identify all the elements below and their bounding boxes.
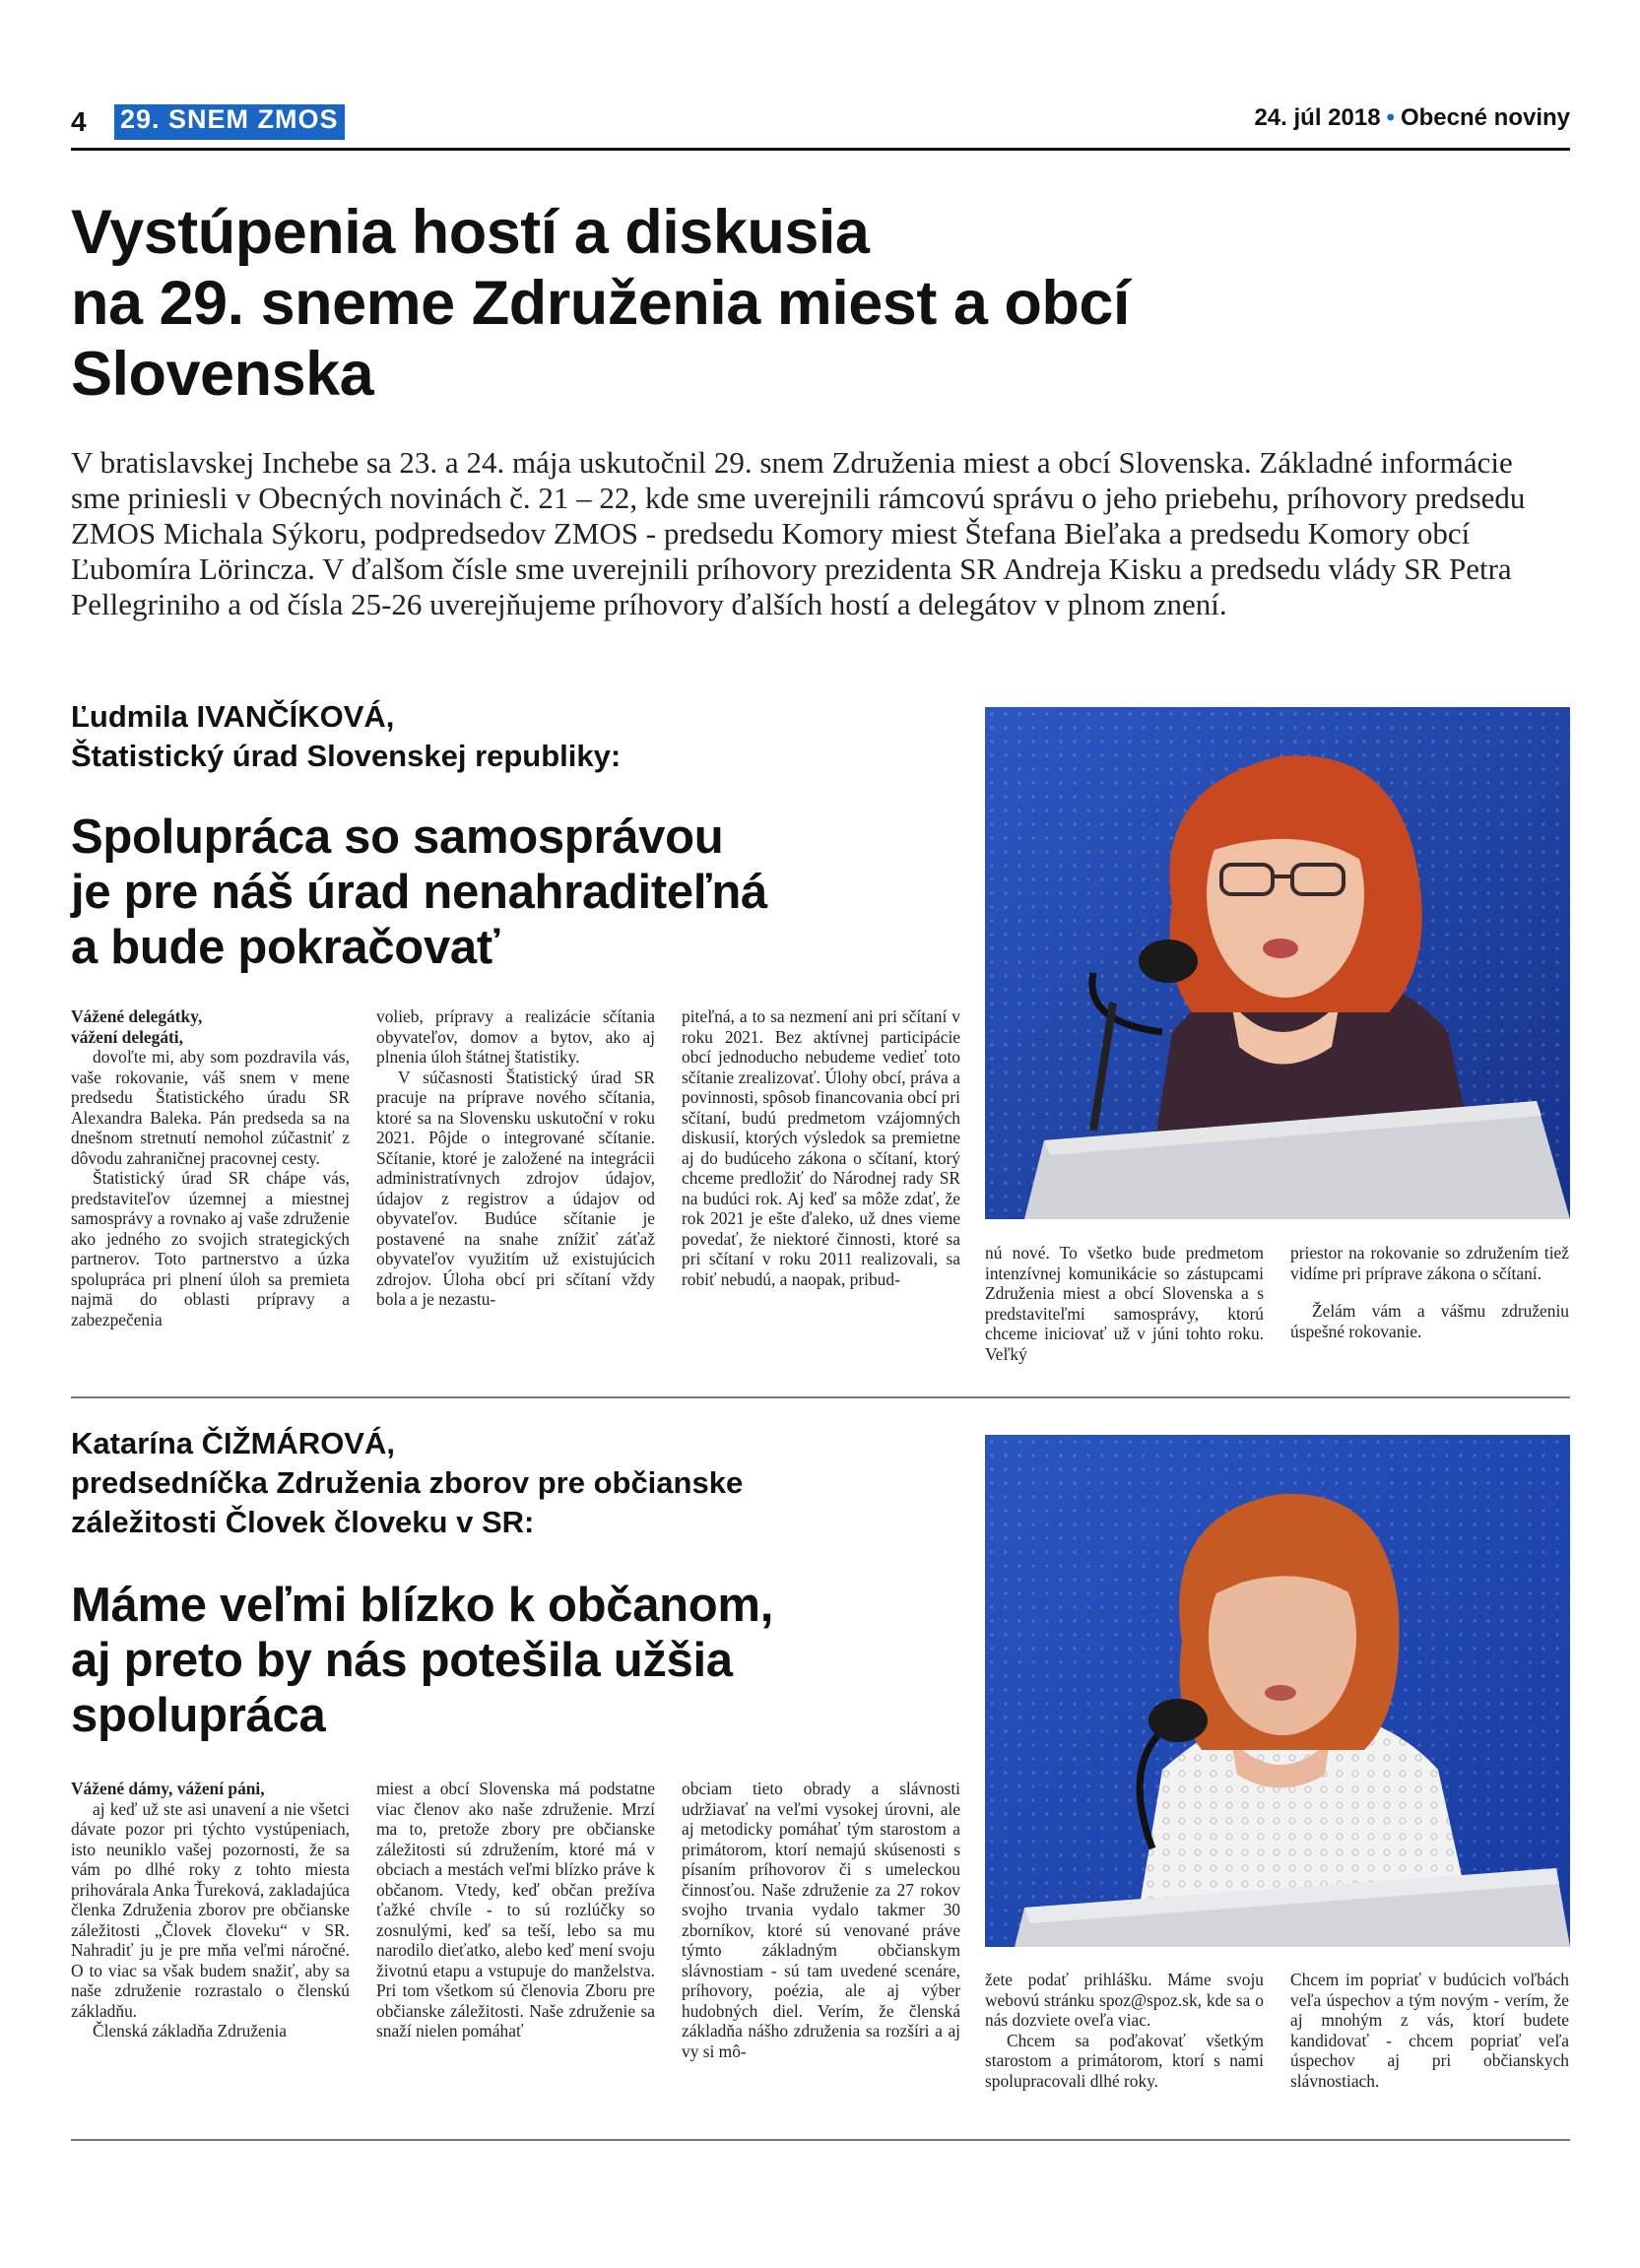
page-title-line: Slovenska — [71, 340, 374, 409]
article1-column-4 — [985, 1243, 1264, 1364]
body-paragraph: Chcem sa poďakovať všetkým starostom a primátorom, ktorí s nami spolupracovali dlhé roky. — [985, 2030, 1264, 2091]
speaker-affiliation: Štatistický úrad Slovenskej republiky: — [71, 739, 622, 773]
article2-headline — [71, 1578, 957, 1743]
body-paragraph: miest a obcí Slovenska má podstatne viac členov ako naše združenie. Mrzí ma to, pretože zbory pre občianske záležitosti sú združením, ktoré má v obciach a mestách veľmi blízko práve k občanom. Vtedy, keď občan prežíva ťažké chvíle - to sú rozlúčky so zosnulými, keď sa teší, lebo sa mu narodilo dieťatko, alebo keď mení svoju životnú etapu a vstupuje do manželstva. Pri tom všetkom sú členovia Zboru pre občianske záležitosti. Naše združenie sa snaží nielen pomáhať — [376, 1779, 655, 2041]
article1-headline — [71, 810, 957, 975]
article2-column-5 — [1290, 1970, 1569, 2091]
page-title — [71, 197, 1548, 410]
article2-photo — [985, 1435, 1570, 1947]
headline-line: Máme veľmi blízko k občanom, — [71, 1579, 774, 1632]
headline-line: spolupráca — [71, 1689, 326, 1742]
speaker-name: Ľudmila IVANČÍKOVÁ, — [71, 699, 395, 734]
body-paragraph: piteľná, a to sa nezmení ani pri sčítaní v roku 2021. Bez aktívnej participácie obcí jednoducho nebudeme vedieť toto sčítanie zrealizovať. Úlohy obcí, práva a povinnosti, spôsob financovania obcí pri sčítaní, budú predmetom vzájomných diskusií, ktorých výsledok sa premietne aj do budúceho zákona o sčítaní, ktorý chceme predložiť do Národnej rady SR na budúci rok. Aj keď sa môže zdať, že rok 2021 je ešte ďaleko, už dnes vieme povedať, že niektoré činnosti, ktoré sa pri sčítaní v roku 2011 realizovali, sa robiť nebudú, a naopak, pribud- — [682, 1006, 960, 1289]
issue-date: 24. júl 2018 — [1254, 104, 1381, 131]
article1-column-3 — [682, 1006, 960, 1289]
body-paragraph: dovoľte mi, aby som pozdravila vás, vaše rokovanie, váš snem v mene predsedu Štatistického úradu SR Alexandra Baleka. Pán predseda sa na dnešnom stretnutí nemohol zúčastniť z dôvodu zahraničnej pracovnej cesty. — [71, 1047, 350, 1168]
article2-column-3 — [682, 1779, 960, 2061]
article2-column-4 — [985, 1970, 1264, 2091]
page-number: 4 — [71, 106, 87, 137]
article1-column-1 — [71, 1006, 350, 1329]
article1-speaker — [71, 697, 938, 776]
greeting-line: Vážené dámy, vážení páni, — [71, 1779, 265, 1798]
speaker-affiliation: predsedníčka Združenia zborov pre občianske — [71, 1465, 744, 1500]
article2-column-1 — [71, 1779, 350, 2041]
bullet-icon: • — [1386, 104, 1395, 131]
page-header — [71, 104, 1570, 148]
page-title-line: Vystúpenia hostí a diskusia — [71, 198, 870, 267]
body-paragraph: aj keď už ste asi unavení a nie všetci dávate pozor pri týchto vystúpeniach, isto neuniklo vašej pozornosti, že sa vám po dlhé roky z tohto miesta prihovárala Anka Ťureková, zakladajúca členka Združenia zborov pre občianske záležitosti „Človek človeku“ v SR. Nahradiť ju je pre mňa veľmi náročné. O to viac sa však budem snažiť, aby sa naše združenie rozrastalo o členskú základňu. — [71, 1798, 350, 2021]
article2-column-2 — [376, 1779, 655, 2041]
section-tag: 29. SNEM ZMOS — [114, 104, 345, 140]
article-divider — [71, 1396, 1570, 1398]
greeting-line: Vážené delegátky, — [71, 1006, 203, 1026]
speaker-affiliation: záležitosti Človek človeku v SR: — [71, 1505, 535, 1539]
body-paragraph: nú nové. To všetko bude predmetom intenzívnej komunikácie so zástupcami Združenia miest a obcí Slovenska a s predstaviteľmi samosprávy, ktorú chceme iniciovať už v júni tohto roku. Veľký — [985, 1243, 1264, 1364]
body-paragraph: obciam tieto obrady a slávnosti udržiavať na veľmi vysokej úrovni, ale aj metodicky pomáhať tým starostom a primátorom, ktorí nemajú skúsenosti s písaním príhovorov či s umeleckou činnosťou. Naše združenie za 27 rokov svojho trvania vydalo takmer 30 zborníkov, ktoré sú venované práve týmto základným občianskym slávnostiam - sú tam uvedené scenáre, príhovory, poézia, ale aj výber hudobných diel. Verím, že členská základňa nášho združenia sa rozšíri a aj vy si mô- — [682, 1779, 960, 2061]
body-paragraph: V súčasnosti Štatistický úrad SR pracuje na príprave nového sčítania, ktoré sa na Slovensku uskutoční v roku 2021. Pôjde o integrované sčítanie. Sčítanie, ktoré je založené na integrácii administratívnych zdrojov údajov, údajov z registrov a údajov od obyvateľov. Budúce sčítanie je postavené na snahe znížiť záťaž obyvateľov využitím už existujúcich zdrojov. Úloha obcí pri sčítaní vždy bola a je nezastu- — [376, 1067, 655, 1309]
headline-line: je pre náš úrad nenahraditeľná — [71, 866, 767, 919]
publication-name: Obecné noviny — [1400, 104, 1570, 131]
article1-column-2 — [376, 1006, 655, 1310]
issue-date-line — [1254, 104, 1570, 132]
headline-line: aj preto by nás potešila užšia — [71, 1634, 733, 1687]
woman-speaking-at-microphone-photo — [985, 707, 1570, 1219]
body-paragraph: Štatistický úrad SR chápe vás, predstaviteľov územnej a miestnej samosprávy a rovnako aj vaše združenie ako jedného zo svojich strategických partnerov. Toto partnerstvo a úzka spolupráca pri plnení úloh sa premieta najmä do oblasti prípravy a zabezpečenia — [71, 1168, 350, 1329]
greeting-line: vážení delegáti, — [71, 1026, 183, 1047]
header-divider — [71, 148, 1570, 151]
headline-line: a bude pokračovať — [71, 921, 500, 974]
body-paragraph: priestor na rokovanie so združením tiež vidíme pri príprave zákona o sčítaní. — [1290, 1243, 1569, 1283]
body-paragraph: volieb, prípravy a realizácie sčítania obyvateľov, domov a bytov, ako aj plnenia úloh štátnej štatistiky. — [376, 1006, 655, 1067]
article2-speaker — [71, 1424, 957, 1542]
body-paragraph: Členská základňa Združenia — [93, 2021, 288, 2041]
body-paragraph: žete podať prihlášku. Máme svoju webovú stránku spoz@spoz.sk, kde sa o nás dozviete oveľa viac. — [985, 1970, 1264, 2030]
article1-column-5 — [1290, 1243, 1569, 1341]
body-paragraph: Chcem im popriať v budúcich voľbách veľa úspechov a tým novým - verím, že aj mnohým z vás, ktorí budete kandidovať - chcem popriať veľa úspechov aj pri občianskych slávnostiach. — [1290, 1970, 1569, 2091]
page-title-line: na 29. sneme Združenia miest a obcí — [71, 269, 1130, 338]
bottom-divider — [71, 2139, 1570, 2141]
body-paragraph: Želám vám a vášmu združeniu úspešné rokovanie. — [1290, 1301, 1569, 1341]
lead-paragraph: V bratislavskej Inchebe sa 23. a 24. mája uskutočnil 29. snem Združenia miest a obcí Slovenska. Základné informácie sme priniesli v Obecných novinách č. 21 – 22, kde sme uverejnili rámcovú správu o jeho priebehu, príhovory predsedu ZMOS Michala Sýkoru, podpredsedov ZMOS - predsedu Komory miest Štefana Bieľaka a predsedu Komory obcí Ľubomíra Lörincza. V ďalšom čísle sme uverejnili príhovory prezidenta SR Andreja Kisku a predsedu vlády SR Petra Pellegriniho a od čísla 25-26 uverejňujeme príhovory ďalších hostí a delegátov v plnom znení. — [71, 445, 1526, 621]
speaker-name: Katarína ČIŽMÁROVÁ, — [71, 1426, 395, 1460]
woman-speaking-at-podium-photo — [985, 1435, 1570, 1947]
article1-photo — [985, 707, 1570, 1219]
headline-line: Spolupráca so samosprávou — [71, 810, 724, 864]
